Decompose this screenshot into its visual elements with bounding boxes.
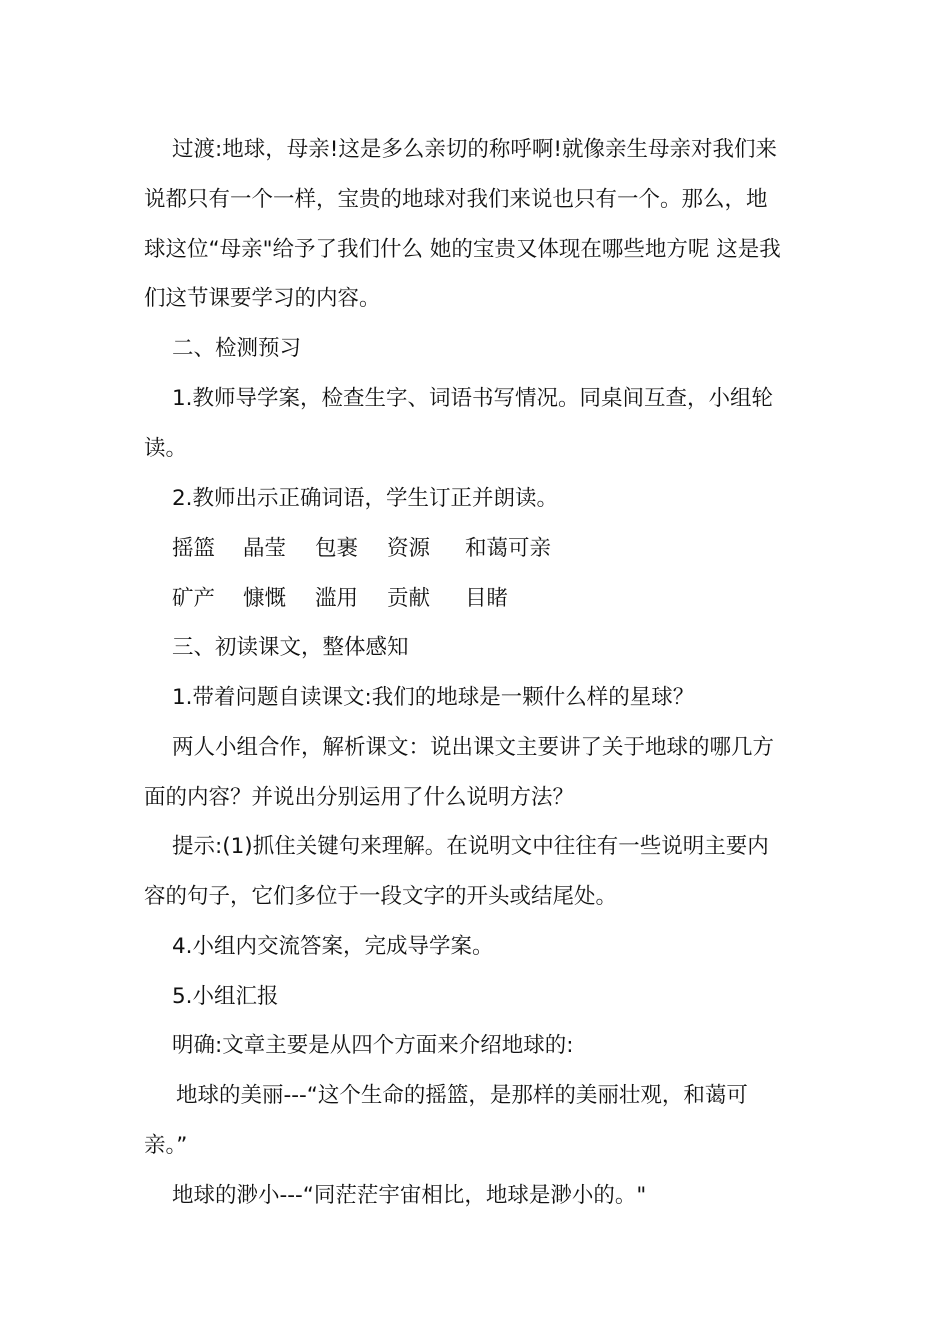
vocabulary-word: 包裹 — [315, 536, 359, 561]
paragraph-step5: 5.小组汇报 — [172, 984, 279, 1009]
vocabulary-word: 矿产 — [172, 586, 216, 611]
vocabulary-word: 慷慨 — [243, 586, 287, 611]
vocabulary-word: 贡献 — [387, 586, 431, 611]
paragraph-earth-beauty-line-2: 亲。” — [144, 1133, 188, 1158]
paragraph-transition-line-3: 球这位“母亲"给予了我们什么 她的宝贵又体现在哪些地方呢 这是我 — [144, 237, 781, 262]
vocabulary-word: 摇篮 — [172, 536, 216, 561]
vocabulary-word: 滥用 — [315, 586, 359, 611]
paragraph-step4: 4.小组内交流答案，完成导学案。 — [172, 934, 494, 959]
paragraph-transition-line-1: 过渡:地球，母亲!这是多么亲切的称呼啊!就像亲生母亲对我们来 — [172, 137, 777, 162]
paragraph-pair-work-line-1: 两人小组合作，解析课文：说出课文主要讲了关于地球的哪几方 — [172, 735, 775, 760]
section-heading-first-reading: 三、初读课文，整体感知 — [172, 635, 409, 660]
paragraph-step1-line-1: 1.教师导学案，检查生字、词语书写情况。同桌间互查，小组轮 — [172, 386, 774, 411]
paragraph-earth-beauty-line-1: 地球的美丽---“这个生命的摇篮，是那样的美丽壮观，和蔼可 — [176, 1083, 748, 1108]
paragraph-step1-line-2: 读。 — [144, 436, 188, 461]
vocabulary-word: 目睹 — [465, 586, 509, 611]
paragraph-transition-line-4: 们这节课要学习的内容。 — [144, 286, 381, 311]
paragraph-hint-line-2: 容的句子，它们多位于一段文字的开头或结尾处。 — [144, 884, 618, 909]
section-heading-preview-check: 二、检测预习 — [172, 336, 302, 361]
vocabulary-word: 晶莹 — [243, 536, 287, 561]
paragraph-clarify: 明确:文章主要是从四个方面来介绍地球的: — [172, 1033, 574, 1058]
paragraph-pair-work-line-2: 面的内容？并说出分别运用了什么说明方法？ — [144, 785, 575, 810]
paragraph-hint-line-1: 提示:(1)抓住关键句来理解。在说明文中往往有一些说明主要内 — [172, 834, 769, 859]
paragraph-reading-question: 1.带着问题自读课文:我们的地球是一颗什么样的星球？ — [172, 685, 695, 710]
vocabulary-word: 资源 — [387, 536, 431, 561]
paragraph-transition-line-2: 说都只有一个一样，宝贵的地球对我们来说也只有一个。那么，地 — [144, 187, 768, 212]
paragraph-step2: 2.教师出示正确词语，学生订正并朗读。 — [172, 486, 559, 511]
paragraph-earth-small: 地球的渺小---“同茫茫宇宙相比，地球是渺小的。" — [172, 1183, 647, 1208]
vocabulary-word: 和蔼可亲 — [465, 536, 552, 561]
